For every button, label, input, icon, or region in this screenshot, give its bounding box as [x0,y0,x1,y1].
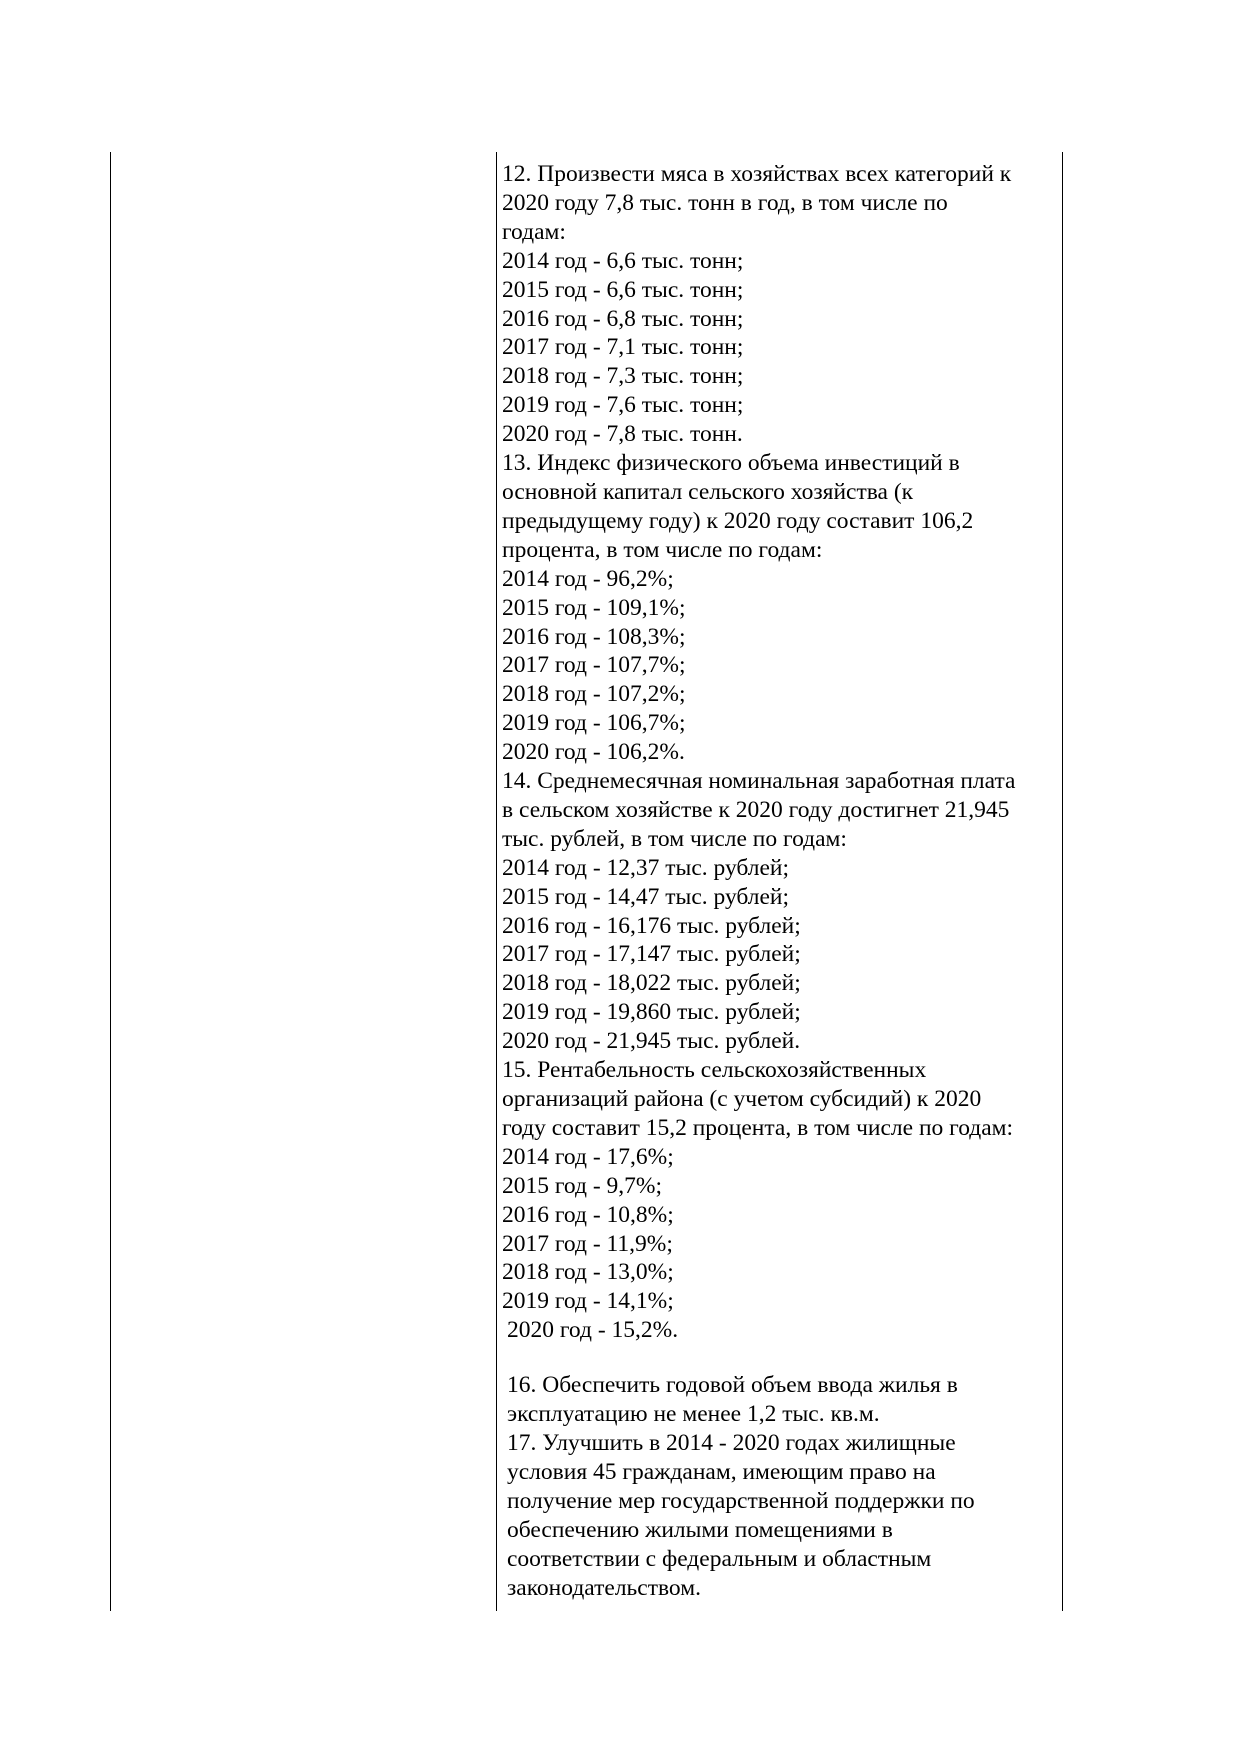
table-cell-indicators [502,160,1058,1602]
text-line: 2015 год - 14,47 тыс. рублей; [502,883,790,910]
text-line: годам: [502,218,566,245]
text-line: получение мер государственной поддержки по [507,1487,975,1514]
text-line: 17. Улучшить в 2014 - 2020 годах жилищные [507,1429,956,1456]
text-line: 2020 год - 7,8 тыс. тонн. [502,421,743,448]
indicator-block-13 [502,449,1058,767]
text-line: 14. Среднемесячная номинальная заработная плата [502,768,1016,795]
text-line: условия 45 гражданам, имеющим право на [507,1458,936,1485]
text-line: 2019 год - 106,7%; [502,710,686,737]
text-line: эксплуатацию не менее 1,2 тыс. кв.м. [507,1401,880,1428]
text-line: 2015 год - 109,1%; [502,594,686,621]
text-line: 2019 год - 14,1%; [502,1288,674,1315]
indicator-block-12 [502,160,1058,449]
text-line: в сельском хозяйстве к 2020 году достигнет 21,945 [502,796,1010,823]
indicator-block-16 [502,1371,1058,1429]
text-line: законодательством. [507,1574,701,1601]
text-line: 2020 году 7,8 тыс. тонн в год, в том числе по [502,189,948,216]
text-line: 2016 год - 10,8%; [502,1201,674,1228]
text-line: 2018 год - 7,3 тыс. тонн; [502,363,744,390]
text-line: 2020 год - 21,945 тыс. рублей. [502,1028,801,1055]
text-line: году составит 15,2 процента, в том числе по годам: [502,1114,1014,1141]
paragraph-gap [502,1345,1058,1371]
text-line: 16. Обеспечить годовой объем ввода жилья в [507,1372,958,1399]
text-line: 2017 год - 11,9%; [502,1230,673,1257]
text-line: 2019 год - 19,860 тыс. рублей; [502,999,801,1026]
text-line: 2015 год - 9,7%; [502,1172,663,1199]
text-line: организаций района (с учетом субсидий) к 2020 [502,1086,982,1112]
text-line: 2017 год - 7,1 тыс. тонн; [502,334,744,361]
indicator-block-17 [502,1429,1058,1602]
text-line: основной капитал сельского хозяйства (к [502,478,914,505]
text-line: процента, в том числе по годам: [502,536,823,563]
text-line: соответствии с федеральным и областным [507,1545,932,1572]
text-line: 2014 год - 6,6 тыс. тонн; [502,247,744,274]
text-line: 2018 год - 13,0%; [502,1259,674,1286]
text-line: 2016 год - 6,8 тыс. тонн; [502,305,744,332]
text-line: предыдущему году) к 2020 году составит 106,2 [502,507,974,534]
indicator-block-14 [502,767,1058,1056]
text-line: 2017 год - 17,147 тыс. рублей; [502,941,801,968]
text-line: 2020 год - 106,2%. [502,739,685,766]
text-line: тыс. рублей, в том числе по годам: [502,825,847,852]
table-border-right [1062,152,1063,1611]
text-line: 2017 год - 107,7%; [502,652,686,679]
text-line: обеспечению жилыми помещениями в [507,1516,893,1543]
text-line: 2015 год - 6,6 тыс. тонн; [502,276,744,303]
table-border-middle [496,152,497,1611]
text-line: 2019 год - 7,6 тыс. тонн; [502,392,744,419]
text-line: 2014 год - 96,2%; [502,565,674,592]
text-line: 12. Произвести мяса в хозяйствах всех категорий к [502,161,1012,187]
indicator-block-15 [502,1056,1058,1345]
text-line: 2016 год - 16,176 тыс. рублей; [502,912,801,939]
text-line: 2018 год - 107,2%; [502,681,686,708]
text-line: 15. Рентабельность сельскохозяйственных [502,1057,927,1084]
text-line: 2016 год - 108,3%; [502,623,686,650]
table-border-left [110,152,111,1611]
text-line: 2014 год - 12,37 тыс. рублей; [502,854,790,881]
text-line: 13. Индекс физического объема инвестиций в [502,450,960,477]
text-line: 2014 год - 17,6%; [502,1143,674,1170]
text-line: 2018 год - 18,022 тыс. рублей; [502,970,801,997]
text-line: 2020 год - 15,2%. [507,1317,679,1344]
